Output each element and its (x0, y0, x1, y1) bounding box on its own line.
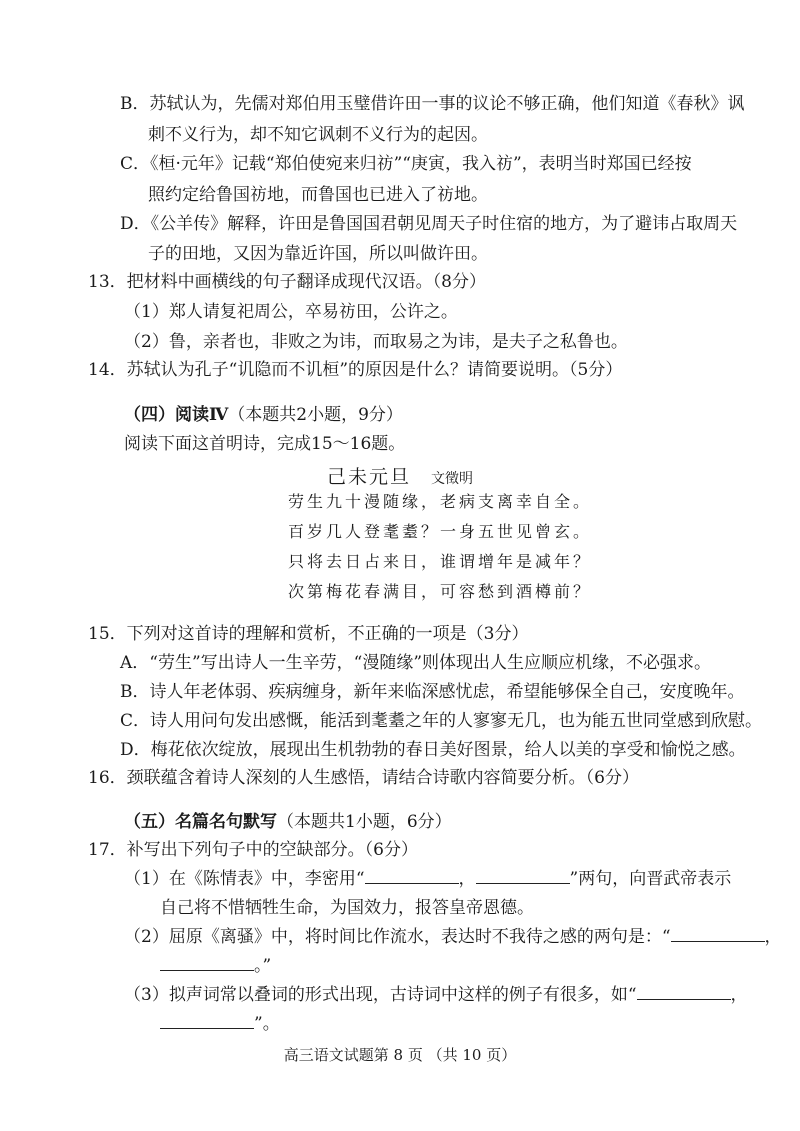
q14-stem: 14．苏轼认为孔子“讥隐而不讥桓”的原因是什么？请简要说明。（5分） (88, 360, 623, 380)
poem-line: 次第梅花春满目，可容愁到酒樽前？ (288, 582, 593, 601)
q17-item-1-cont: 自己将不惜牺牲生命，为国效力，报答皇帝恩德。 (160, 898, 534, 918)
poem-line: 劳生九十漫随缘，老病支离幸自全。 (288, 492, 593, 511)
q12-option-b-line2: 刺不义行为，却不知它讽刺不义行为的起因。 (148, 125, 488, 145)
q17-item-2-sep: ， (764, 927, 782, 947)
section-5-title: （五）名篇名句默写 (124, 812, 277, 832)
q12-option-d-line2: 子的田地，又因为靠近许国，所以叫做许田。 (148, 244, 488, 264)
q17-item-2-text: （2）屈原《离骚》中，将时间比作流水，表达时不我待之感的两句是：“ (124, 927, 671, 947)
q17-stem: 17．补写出下列句子中的空缺部分。（6分） (88, 840, 418, 860)
q12-option-c-line1: C．《桓·元年》记载“郑伯使宛来归祊”“庚寅，我入祊”，表明当时郑国已经按 (120, 154, 692, 174)
q17-item-1 (124, 867, 731, 891)
answer-blank[interactable] (160, 954, 254, 971)
q15-option-b: B．诗人年老体弱、疾病缠身，新年来临深感忧虑，希望能够保全自己，安度晚年。 (120, 682, 745, 702)
q17-item-1-sep: ， (458, 869, 476, 889)
answer-blank[interactable] (671, 925, 765, 942)
q17-item-1-text-a: （1）在《陈情表》中，李密用“ (124, 869, 365, 889)
q13-sentence-1: （1）郑人请复祀周公，卒易祊田，公许之。 (124, 302, 458, 322)
q17-item-3-sep: ， (730, 985, 748, 1005)
q17-item-3-end: ”。 (254, 1014, 280, 1034)
poem-title-row (0, 462, 800, 489)
poem-line: 只将去日占来日，谁谓增年是减年？ (288, 552, 593, 571)
q15-stem: 15．下列对这首诗的理解和赏析，不正确的一项是（3分） (88, 624, 529, 644)
poem-title: 己未元旦 (326, 466, 411, 488)
q12-option-b-line1: B．苏轼认为，先儒对郑伯用玉璧借许田一事的议论不够正确，他们知道《春秋》讽 (120, 94, 745, 114)
answer-blank[interactable] (160, 1012, 254, 1029)
q17-item-2 (124, 925, 782, 949)
q17-item-1-text-b: ”两句，向晋武帝表示 (569, 869, 732, 889)
section-5-heading (124, 810, 452, 834)
q12-option-c-line2: 照约定给鲁国祊地，而鲁国也已进入了祊地。 (148, 185, 488, 205)
section-4-intro: 阅读下面这首明诗，完成15～16题。 (124, 434, 406, 454)
section-4-title: （四）阅读Ⅳ (124, 405, 229, 425)
answer-blank[interactable] (365, 867, 459, 884)
section-4-note: （本题共2小题，9分） (228, 405, 403, 425)
q12-option-d-line1: D．《公羊传》解释，许田是鲁国国君朝见周天子时住宿的地方，为了避讳占取周天 (120, 214, 738, 234)
q17-item-3 (124, 983, 748, 1007)
q16-stem: 16．颈联蕴含着诗人深刻的人生感悟，请结合诗歌内容简要分析。（6分） (88, 768, 639, 788)
q13-stem: 13．把材料中画横线的句子翻译成现代汉语。（8分） (88, 272, 486, 292)
q15-option-c: C．诗人用问句发出感慨，能活到耄耋之年的人寥寥无几，也为能五世同堂感到欣慰。 (120, 711, 763, 731)
q15-option-d: D．梅花依次绽放，展现出生机勃勃的春日美好图景，给人以美的享受和愉悦之感。 (120, 740, 746, 760)
answer-blank[interactable] (637, 983, 731, 1000)
q13-sentence-2: （2）鲁，亲者也，非败之为讳，而取易之为讳，是夫子之私鲁也。 (124, 332, 628, 352)
poem-line: 百岁几人登耄耋？一身五世见曾玄。 (288, 522, 593, 541)
q17-item-3-text: （3）拟声词常以叠词的形式出现，古诗词中这样的例子有很多，如“ (124, 985, 637, 1005)
q17-item-2-end: 。” (254, 956, 272, 976)
section-4-heading (124, 403, 403, 427)
answer-blank[interactable] (476, 867, 570, 884)
section-5-note: （本题共1小题，6分） (277, 812, 452, 832)
q15-option-a: A．“劳生”写出诗人一生辛劳，“漫随缘”则体现出人生应顺应机缘，不必强求。 (120, 653, 712, 673)
poem-author: 文徵明 (431, 471, 473, 487)
page-footer: 高三语文试题第 8 页 （共 10 页） (283, 1046, 517, 1064)
q17-item-2-cont (160, 954, 271, 978)
q17-item-3-cont (160, 1012, 280, 1036)
